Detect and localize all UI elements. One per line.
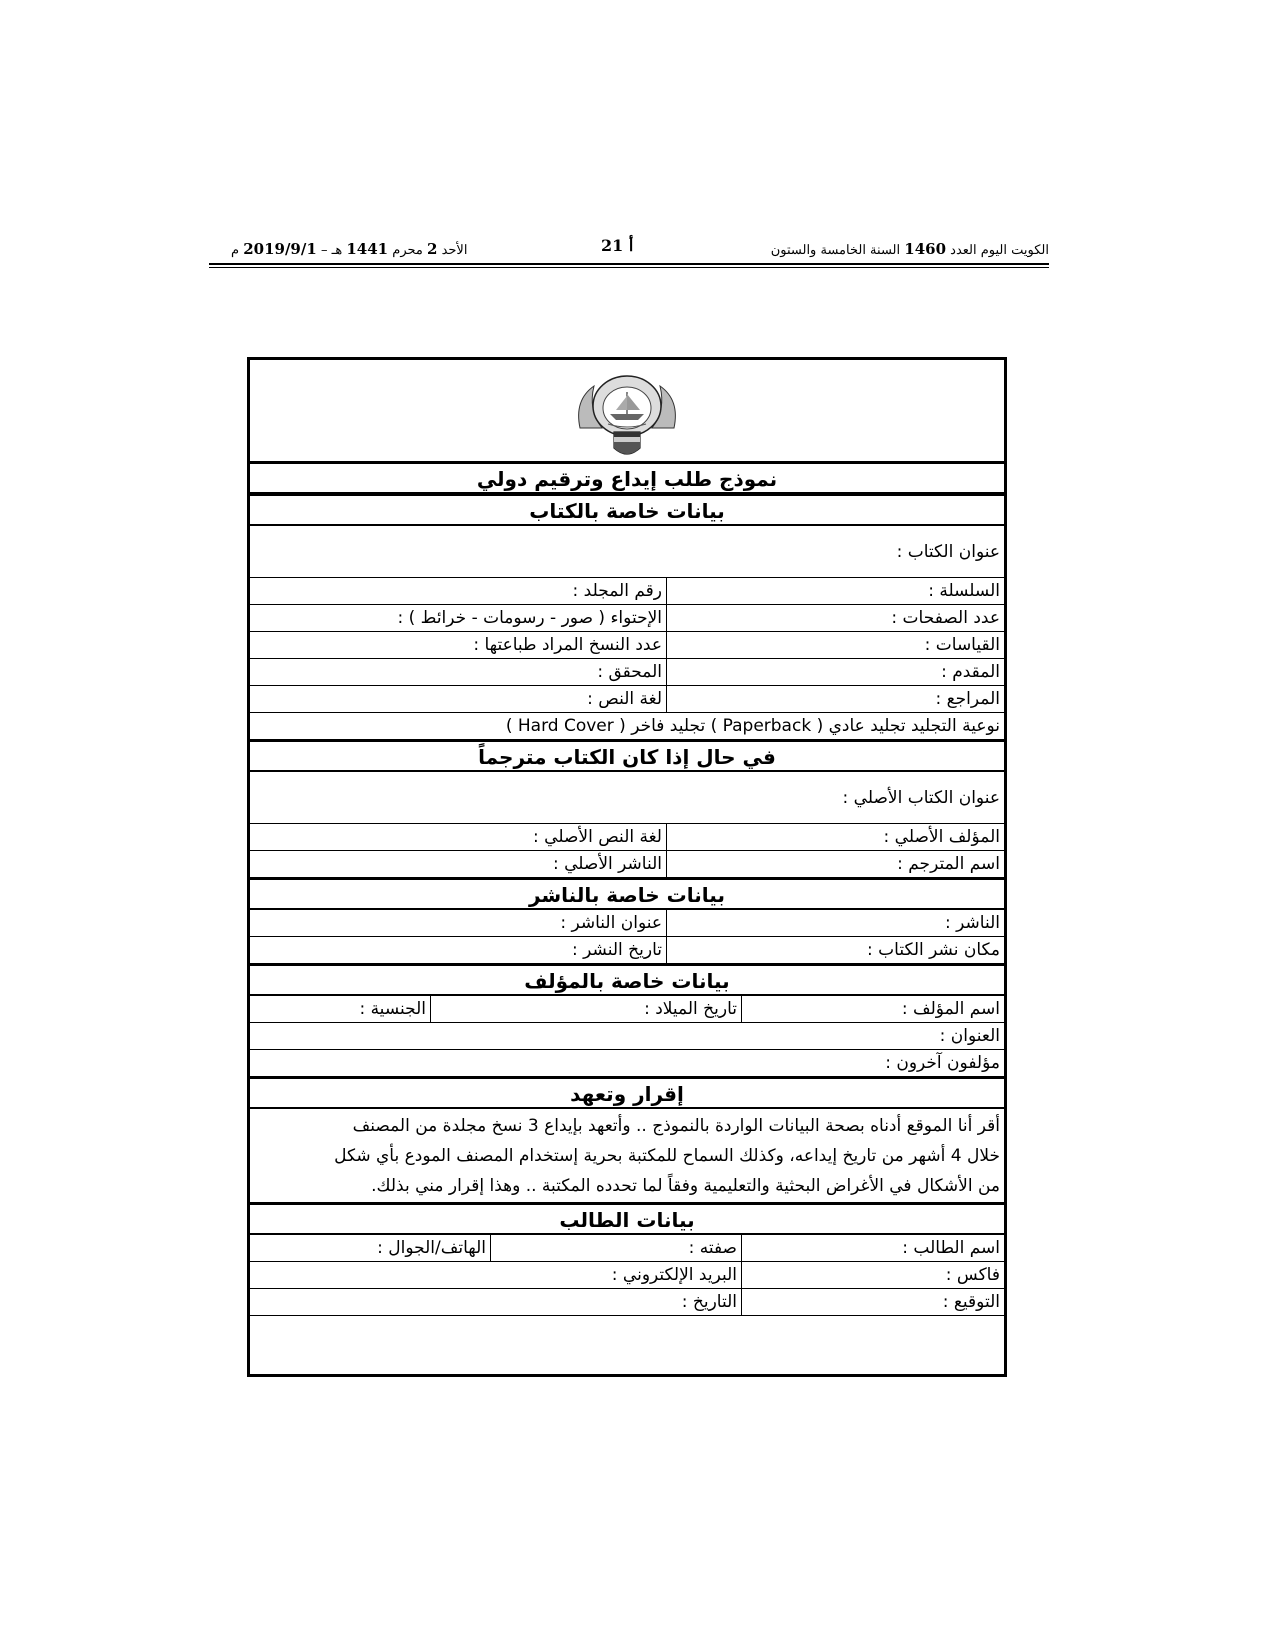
divider: [666, 937, 667, 963]
day-name: الأحد: [441, 243, 468, 258]
dimensions-row: [250, 632, 1004, 659]
applicant-name-row: [250, 1235, 1004, 1262]
divider: [741, 1289, 742, 1315]
book-title-label: عنوان الكتاب :: [896, 542, 1000, 562]
book-section-row: [250, 494, 1004, 526]
birth-date-label: تاريخ الميلاد :: [644, 999, 737, 1019]
references-label: المراجع :: [935, 689, 1000, 709]
copies-label: عدد النسخ المراد طباعتها :: [473, 635, 662, 655]
publisher-label: الناشر :: [945, 913, 1000, 933]
form-title: نموذج طلب إيداع وترقيم دولي: [476, 467, 778, 491]
emblem-row: [250, 360, 1004, 462]
page-prefix: أ: [628, 236, 634, 255]
translator-label: اسم المترجم :: [897, 854, 1000, 874]
volume-no-label: رقم المجلد :: [572, 581, 662, 601]
gazette-header: [209, 236, 1049, 260]
date-label: التاريخ :: [681, 1292, 737, 1312]
original-author-label: المؤلف الأصلي :: [883, 827, 1000, 847]
form-title-row: [250, 462, 1004, 494]
divider: [741, 1262, 742, 1288]
gazette-name: الكويت اليوم العدد: [950, 243, 1049, 258]
divider: [666, 824, 667, 850]
gazette-issue: [771, 240, 1049, 258]
applicant-section-title: بيانات الطالب: [559, 1208, 695, 1232]
binding-label: نوعية التجليد تجليد عادي ( Paperback ) تجليد فاخر ( Hard Cover ): [505, 716, 1000, 736]
original-title-label: عنوان الكتاب الأصلي :: [842, 788, 1000, 808]
author-name-row: [250, 996, 1004, 1023]
book-title-row: [250, 526, 1004, 578]
nationality-label: الجنسية :: [359, 999, 426, 1019]
blank-footer-row: [250, 1316, 1004, 1343]
applicant-section-row: [250, 1203, 1004, 1235]
translator-row: [250, 851, 1004, 878]
phone-label: الهاتف/الجوال :: [377, 1238, 486, 1258]
signature-row: [250, 1289, 1004, 1316]
divider: [741, 1235, 742, 1261]
original-publisher-label: الناشر الأصلي :: [552, 854, 662, 874]
pages-row: [250, 605, 1004, 632]
signature-label: التوقيع :: [942, 1292, 1000, 1312]
address-row: [250, 1023, 1004, 1050]
original-language-label: لغة النص الأصلي :: [533, 827, 662, 847]
divider: [666, 910, 667, 936]
introducer-label: المقدم :: [941, 662, 1000, 682]
references-row: [250, 686, 1004, 713]
issue-date: [231, 240, 467, 258]
divider: [666, 605, 667, 631]
publish-date-label: تاريخ النشر :: [572, 940, 662, 960]
fax-label: فاكس :: [945, 1265, 1000, 1285]
dimensions-label: القياسات :: [924, 635, 1000, 655]
page-number-value: 21: [601, 236, 624, 255]
declaration-body: [250, 1109, 1004, 1203]
pages-label: عدد الصفحات :: [891, 608, 1000, 628]
applicant-name-label: اسم الطالب :: [902, 1238, 1000, 1258]
publish-place-row: [250, 937, 1004, 964]
book-section-title: بيانات خاصة بالكتاب: [529, 499, 725, 523]
email-label: البريد الإلكتروني :: [611, 1265, 737, 1285]
divider: [490, 1235, 491, 1261]
capacity-label: صفته :: [688, 1238, 737, 1258]
introducer-row: [250, 659, 1004, 686]
publisher-section-row: [250, 878, 1004, 910]
contents-label: الإحتواء ( صور - رسومات - خرائط ) :: [397, 608, 662, 628]
translated-section-row: [250, 740, 1004, 772]
issue-year-text: السنة الخامسة والستون: [770, 243, 901, 258]
declaration-section-title: إقرار وتعهد: [570, 1082, 684, 1106]
header-rule-thin: [209, 267, 1049, 268]
gregorian-suffix: م: [231, 243, 240, 258]
hijri-day: 2: [426, 240, 438, 258]
fax-row: [250, 1262, 1004, 1289]
other-authors-label: مؤلفون آخرون :: [885, 1053, 1000, 1073]
declaration-section-row: [250, 1077, 1004, 1109]
text-language-label: لغة النص :: [587, 689, 662, 709]
binding-row: [250, 713, 1004, 740]
publish-place-label: مكان نشر الكتاب :: [867, 940, 1000, 960]
declaration-line-2: خلال 4 أشهر من تاريخ إيداعه، وكذلك السماح للمكتبة بحرية إستخدام المصنف المودع بأي شكل: [334, 1146, 1000, 1166]
declaration-line-3: من الأشكال في الأغراض البحثية والتعليمية وفقاً لما تحدده المكتبة .. وهذا إقرار مني بذلك.: [371, 1176, 1000, 1196]
editor-label: المحقق :: [597, 662, 662, 682]
other-authors-row: [250, 1050, 1004, 1077]
page-number: [601, 236, 633, 255]
publisher-address-label: عنوان الناشر :: [560, 913, 662, 933]
divider: [666, 659, 667, 685]
publisher-section-title: بيانات خاصة بالناشر: [529, 883, 725, 907]
header-rule: [209, 263, 1049, 265]
author-name-label: اسم المؤلف :: [901, 999, 1000, 1019]
series-label: السلسلة :: [928, 581, 1000, 601]
divider: [666, 851, 667, 877]
divider: [666, 632, 667, 658]
divider: [666, 578, 667, 604]
original-title-row: [250, 772, 1004, 824]
declaration-line-1: أقر أنا الموقع أدناه بصحة البيانات الواردة بالنموذج .. وأتعهد بإيداع 3 نسخ مجلدة من المصنف: [352, 1116, 1000, 1136]
publisher-row: [250, 910, 1004, 937]
issue-number: 1460: [904, 240, 947, 258]
author-section-title: بيانات خاصة بالمؤلف: [524, 969, 730, 993]
gregorian-date: 2019/9/1: [243, 240, 317, 258]
address-label: العنوان :: [939, 1026, 1000, 1046]
hijri-suffix: هـ –: [320, 243, 343, 258]
hijri-year: 1441: [346, 240, 389, 258]
translated-section-title: في حال إذا كان الكتاب مترجماً: [478, 745, 776, 769]
original-author-row: [250, 824, 1004, 851]
deposit-form: [247, 357, 1007, 1377]
author-section-row: [250, 964, 1004, 996]
divider: [430, 996, 431, 1022]
series-row: [250, 578, 1004, 605]
kuwait-emblem-icon: [570, 370, 684, 462]
hijri-month: محرم: [392, 243, 423, 258]
divider: [741, 996, 742, 1022]
divider: [666, 686, 667, 712]
